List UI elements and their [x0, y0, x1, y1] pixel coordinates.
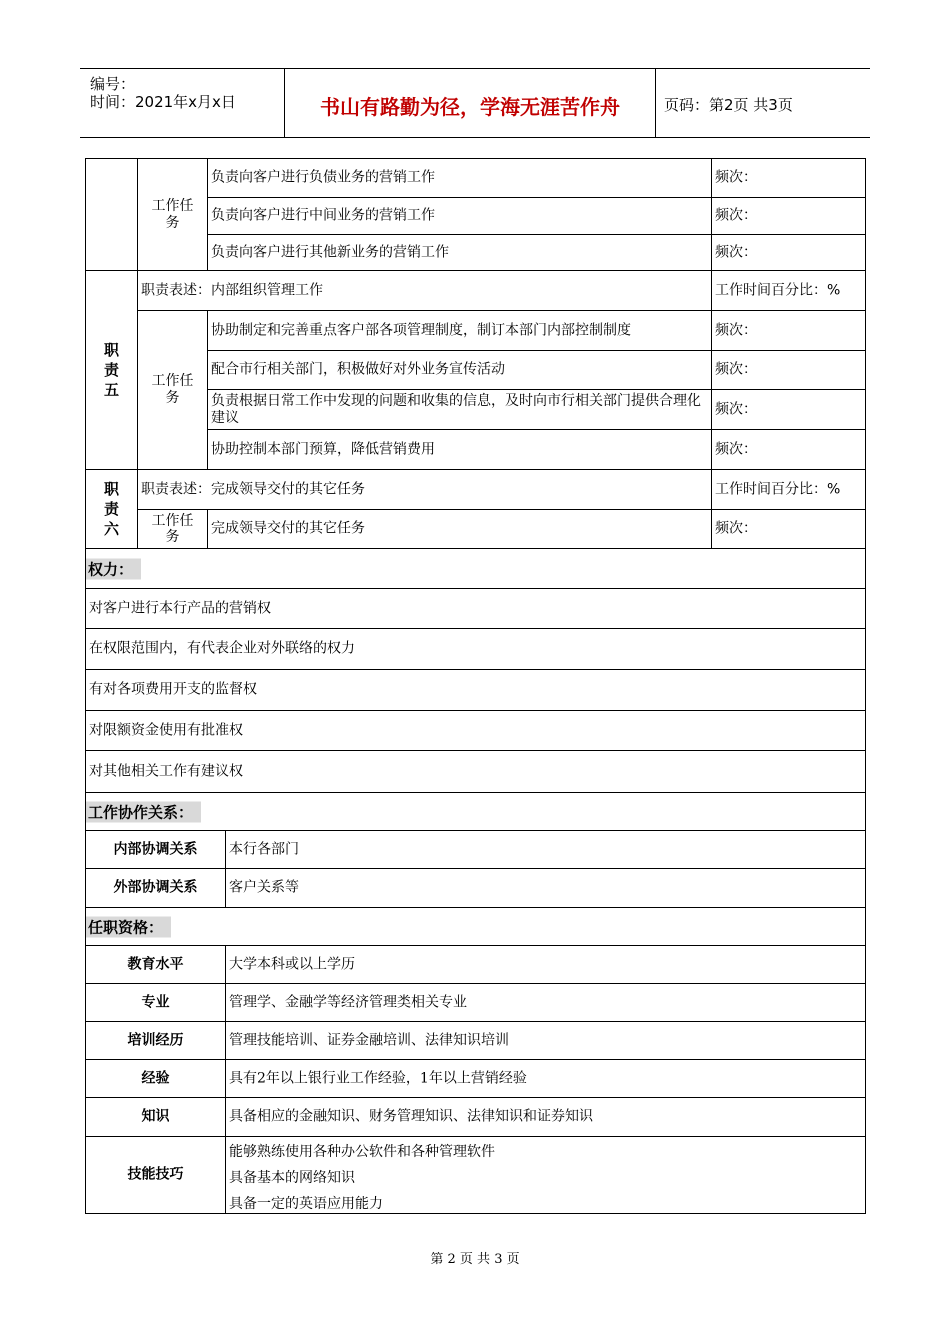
task-row: 配合市行相关部门，积极做好对外业务宣传活动	[207, 350, 712, 390]
skill-line: 能够熟练使用各种办公软件和各种管理软件	[229, 1144, 495, 1160]
duty6-label: 职责六	[85, 469, 138, 549]
relation-value: 客户关系等	[225, 868, 866, 908]
duty5-task-label: 工作任务	[137, 310, 208, 470]
frequency-cell: 频次：	[711, 389, 866, 430]
duty6-task-label: 工作任务	[137, 509, 208, 549]
skills-label: 技能技巧	[85, 1136, 226, 1214]
motto: 书山有路勤为径，学海无涯苦作舟	[320, 95, 620, 119]
power-item: 有对各项费用开支的监督权	[85, 669, 866, 711]
qualification-label: 知识	[85, 1097, 226, 1137]
qualification-label: 经验	[85, 1059, 226, 1098]
qualification-label: 专业	[85, 983, 226, 1022]
power-section-title: 权力：	[85, 548, 866, 589]
page-footer: 第 2 页 共 3 页	[430, 1252, 520, 1267]
page-header	[80, 68, 870, 138]
skills-lines	[229, 1139, 495, 1217]
qualification-label: 教育水平	[85, 945, 226, 984]
frequency-cell: 频次：	[711, 310, 866, 351]
duty-continued-label-cell	[85, 158, 138, 271]
frequency-cell: 频次：	[711, 234, 866, 271]
header-page-cell	[655, 69, 870, 137]
qualification-value: 具备相应的金融知识、财务管理知识、法律知识和证券知识	[225, 1097, 866, 1137]
task-row: 负责向客户进行负债业务的营销工作	[207, 158, 712, 198]
duty6-statement: 职责表述：完成领导交付的其它任务	[137, 469, 712, 510]
frequency-cell: 频次：	[711, 350, 866, 390]
qualification-value: 管理学、金融学等经济管理类相关专业	[225, 983, 866, 1022]
task-row: 负责向客户进行其他新业务的营销工作	[207, 234, 712, 271]
document-time: 时间：2021年x月x日	[90, 93, 236, 111]
qualification-value: 管理技能培训、证券金融培训、法律知识培训	[225, 1021, 866, 1060]
task-row: 完成领导交付的其它任务	[207, 509, 712, 549]
frequency-cell: 频次：	[711, 509, 866, 549]
task-row: 协助制定和完善重点客户部各项管理制度，制订本部门内部控制制度	[207, 310, 712, 351]
frequency-cell: 频次：	[711, 429, 866, 470]
frequency-cell: 频次：	[711, 158, 866, 198]
task-row: 负责根据日常工作中发现的问题和收集的信息，及时向市行相关部门提供合理化建议	[207, 389, 712, 430]
skill-line: 具备基本的网络知识	[229, 1170, 355, 1186]
page-info: 页码：第2页 共3页	[664, 96, 793, 114]
header-meta	[80, 69, 284, 137]
qualification-value: 具有2年以上银行业工作经验，1年以上营销经验	[225, 1059, 866, 1098]
relation-value: 本行各部门	[225, 830, 866, 869]
power-item: 对限额资金使用有批准权	[85, 710, 866, 751]
duty6-time-percent: 工作时间百分比：%	[711, 469, 866, 510]
header-motto-cell	[284, 69, 656, 137]
relations-section-title: 工作协作关系：	[85, 792, 866, 831]
duty5-label: 职责五	[85, 270, 138, 470]
qualifications-section-title: 任职资格：	[85, 907, 866, 946]
document-number: 编号：	[90, 75, 136, 93]
duty5-time-percent: 工作时间百分比：%	[711, 270, 866, 311]
power-item: 对客户进行本行产品的营销权	[85, 588, 866, 629]
duty5-statement: 职责表述：内部组织管理工作	[137, 270, 712, 311]
power-item: 对其他相关工作有建议权	[85, 750, 866, 793]
skill-line: 具备一定的英语应用能力	[229, 1196, 383, 1212]
task-row: 负责向客户进行中间业务的营销工作	[207, 197, 712, 235]
duty-continued-task-label: 工作任务	[137, 158, 208, 271]
skills-value	[225, 1136, 866, 1214]
qualification-value: 大学本科或以上学历	[225, 945, 866, 984]
qualification-label: 培训经历	[85, 1021, 226, 1060]
relation-label: 内部协调关系	[85, 830, 226, 869]
frequency-cell: 频次：	[711, 197, 866, 235]
power-item: 在权限范围内，有代表企业对外联络的权力	[85, 628, 866, 670]
task-row: 协助控制本部门预算，降低营销费用	[207, 429, 712, 470]
relation-label: 外部协调关系	[85, 868, 226, 908]
